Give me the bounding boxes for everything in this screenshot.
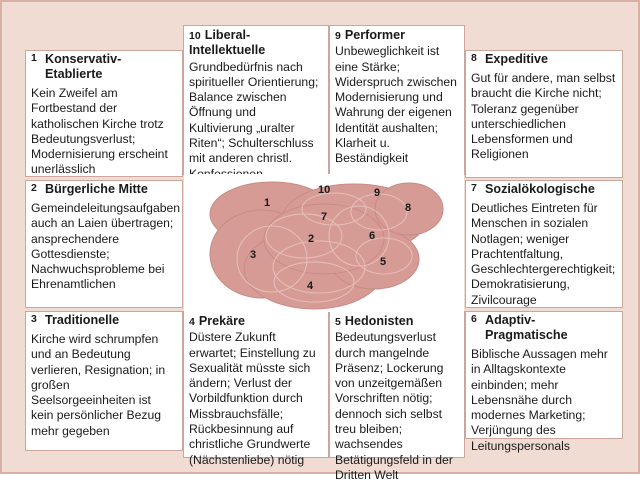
milieu-title: Liberal-Intellektuelle bbox=[189, 28, 266, 58]
milieu-title: Prekäre bbox=[198, 314, 246, 328]
milieu-box-6 bbox=[465, 311, 623, 453]
blob-label-1: 1 bbox=[264, 197, 271, 209]
milieu-number: 1 bbox=[31, 52, 37, 64]
milieu-number: 10 bbox=[189, 30, 201, 42]
milieu-number: 2 bbox=[31, 182, 37, 194]
blob-label-9: 9 bbox=[374, 187, 381, 199]
milieu-box-9 bbox=[329, 25, 465, 175]
milieu-text: Biblische Aussagen mehr in Alltagskontexte einbinden; mehr Lebensnähe durch modernes Marketing; Verjüngung des Leitungspersonals bbox=[471, 347, 608, 453]
milieu-text: Kirche wird schrumpfen und an Bedeutung verlieren, Resignation; in großen Seelsorgeeinheiten ist kein persönlicher Bezug mehr gegeben bbox=[31, 332, 166, 438]
milieu-text: Düstere Zukunft erwartet; Einstellung zu Sexualität müsste sich ändern; Verlust der Vorbildfunktion durch Missbrauchsfälle; Rückbesinnung auf christliche Grundwerte (Nächstenliebe) nötig bbox=[189, 330, 316, 467]
milieu-map-svg bbox=[184, 174, 464, 312]
milieu-number: 9 bbox=[335, 30, 341, 42]
milieu-box-10 bbox=[183, 25, 329, 175]
milieu-box-2 bbox=[25, 180, 183, 308]
milieu-number: 8 bbox=[471, 52, 477, 64]
blob-label-3: 3 bbox=[250, 249, 257, 261]
milieu-number: 6 bbox=[471, 313, 477, 325]
milieu-text: Gemeindeleitungsaufgaben auch an Laien übertragen; ansprechendere Gottesdienste; Nachwuchsprobleme bei Ehrenamtlichen bbox=[31, 201, 181, 292]
blob-label-7: 7 bbox=[321, 211, 328, 223]
milieu-text: Gut für andere, man selbst braucht die Kirche nicht; Toleranz gegenüber unterschiedlichen Lebensformen und Religionen bbox=[471, 71, 616, 162]
milieu-box-7 bbox=[465, 180, 623, 308]
milieu-text: Unbeweglichkeit ist eine Stärke; Widerspruch zwischen Modernisierung und Wahrung der eigenen Identität aushalten; Klarheit u. Beständigkeit bbox=[335, 44, 457, 166]
milieu-title: Bürgerliche Mitte bbox=[45, 182, 148, 196]
milieu-text: Deutliches Eintreten für Menschen in sozialen Notlagen; weniger Prachtentfaltung, Geschlechtergerechtigkeit; Demokratisierung, Zivilcourage bbox=[471, 201, 616, 307]
milieu-number: 7 bbox=[471, 182, 477, 194]
milieu-box-3 bbox=[25, 311, 183, 451]
blob-label-6: 6 bbox=[369, 230, 376, 242]
blob-label-10: 10 bbox=[318, 184, 331, 196]
milieu-title: Traditionelle bbox=[45, 313, 120, 327]
milieu-title: Konservativ-Etablierte bbox=[45, 52, 122, 81]
milieu-map bbox=[184, 174, 464, 312]
milieu-box-5 bbox=[329, 311, 465, 482]
milieu-title: Expeditive bbox=[485, 52, 548, 66]
milieu-title: Performer bbox=[344, 28, 406, 42]
milieu-text: Kein Zweifel am Fortbestand der katholischen Kirche trotz Bedeutungsverlust; Modernisierung erscheint unerlässlich bbox=[31, 86, 168, 177]
blob-label-5: 5 bbox=[380, 256, 387, 268]
milieu-title: Adaptiv-Pragmatische bbox=[485, 313, 568, 342]
milieu-number: 4 bbox=[189, 316, 195, 328]
blob-label-4: 4 bbox=[307, 280, 314, 292]
milieu-number: 5 bbox=[335, 316, 341, 328]
milieu-text: Bedeutungsverlust durch mangelnde Präsenz; Lockerung von unzeitgemäßen Vorschriften nötig; dennoch sich selbst treu bleiben; wachsendes Betätigungsfeld in der Dritten Welt bbox=[335, 330, 453, 482]
blob-label-8: 8 bbox=[405, 202, 412, 214]
milieu-title: Hedonisten bbox=[344, 314, 414, 328]
blob-label-2: 2 bbox=[308, 233, 315, 245]
milieu-box-8 bbox=[465, 50, 623, 178]
milieu-title: Sozialökologische bbox=[485, 182, 595, 196]
milieu-box-1 bbox=[25, 50, 183, 177]
milieu-text: Grundbedürfnis nach spiritueller Orientierung; Balance zwischen Öffnung und Kultivierung „uralter Riten“; Schulterschluss mit anderen christl. bbox=[189, 59, 319, 166]
milieu-number: 3 bbox=[31, 313, 37, 325]
milieu-box-4 bbox=[183, 311, 329, 467]
